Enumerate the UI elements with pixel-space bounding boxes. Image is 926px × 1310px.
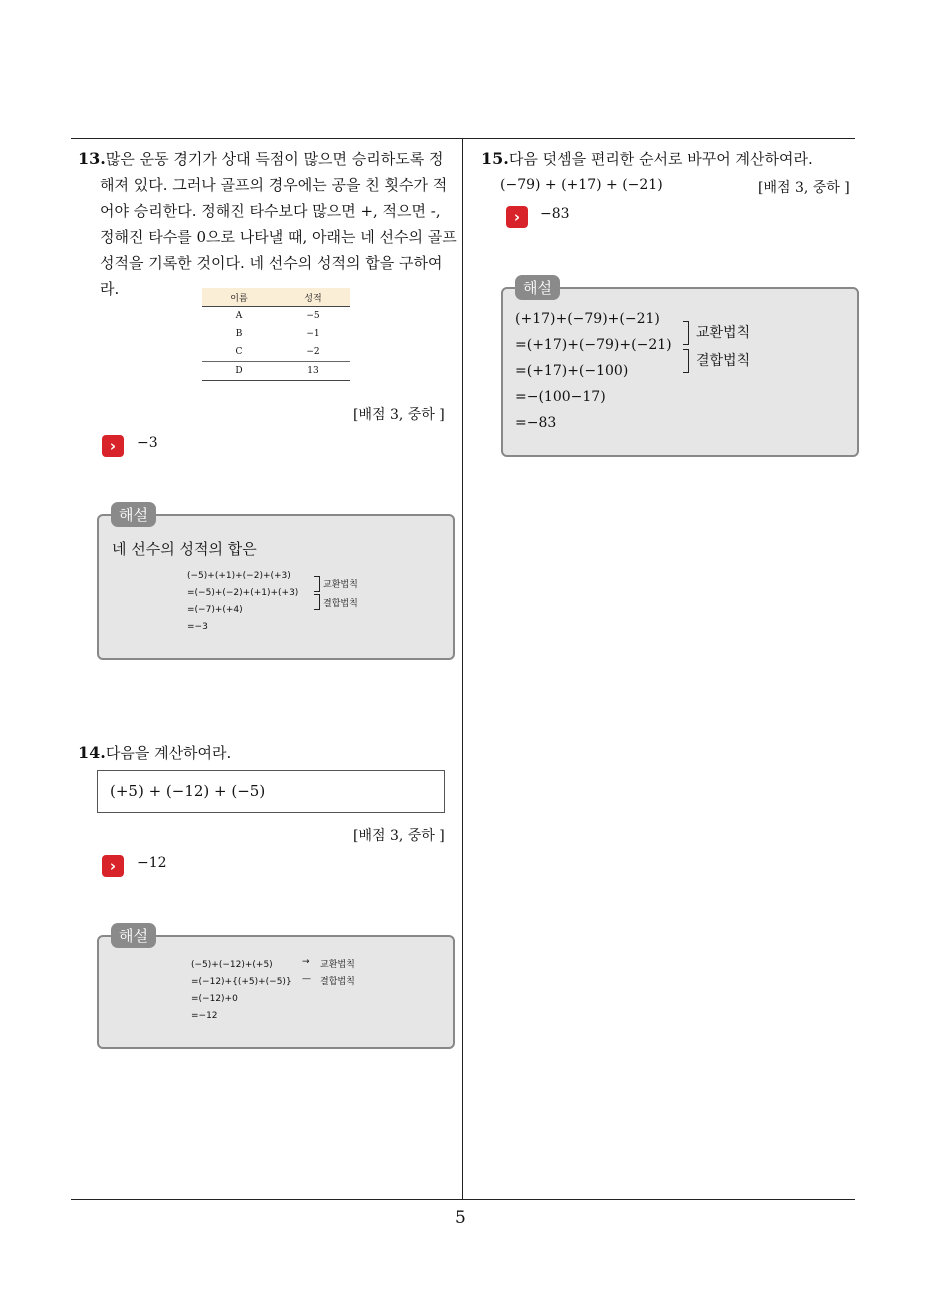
- step-line: =(+17)+(−100): [515, 363, 629, 379]
- table-cell: D: [202, 362, 276, 381]
- step-line: (−5)+(+1)+(−2)+(+3): [187, 571, 291, 581]
- law-label: 결합법칙: [323, 599, 358, 609]
- explanation-intro: 네 선수의 성적의 합은: [112, 540, 257, 558]
- table-cell: −2: [276, 343, 350, 362]
- table-cell: −5: [306, 311, 320, 321]
- law-label: 교환법칙: [323, 580, 358, 590]
- chevron-right-icon: ›: [506, 206, 528, 228]
- table-cell: C: [202, 343, 276, 362]
- question-15-text: 다음 덧셈을 편리한 순서로 바꾸어 계산하여라.: [508, 150, 813, 168]
- question-13-explanation: [97, 514, 455, 660]
- table-cell: 13: [276, 362, 350, 381]
- page-number: 5: [455, 1208, 466, 1228]
- question-13-line: 정해진 타수를 0으로 나타낼 때, 아래는 네 선수의 골프: [100, 228, 457, 246]
- question-14-answer: −12: [137, 855, 167, 871]
- table-cell: A: [235, 311, 243, 321]
- law-label: 결합법칙: [320, 977, 355, 987]
- question-13-line: 많은 운동 경기가 상대 득점이 많으면 승리하도록 정: [105, 150, 444, 168]
- question-13-score: [배점 3, 중하 ]: [353, 407, 445, 423]
- question-13-line: 해져 있다. 그러나 골프의 경우에는 공을 친 횟수가 적: [100, 176, 448, 194]
- step-line: =(−12)+0: [191, 994, 238, 1004]
- explanation-tab: 해설: [515, 275, 560, 300]
- arrow-icon: →: [302, 957, 310, 967]
- step-line: =−3: [187, 622, 208, 632]
- dash-icon: —: [302, 974, 311, 984]
- question-15-expression: (−79) + (+17) + (−21): [500, 177, 663, 193]
- table-header-score: 성적: [276, 288, 350, 307]
- question-14-explanation: [97, 935, 455, 1049]
- step-line: =−83: [515, 415, 557, 431]
- law-bracket: [683, 349, 689, 373]
- step-line: =(−5)+(−2)+(+1)+(+3): [187, 588, 299, 598]
- table-header-name: 이름: [202, 288, 276, 307]
- question-14-expression: (+5) + (−12) + (−5): [110, 782, 266, 800]
- question-14: [78, 740, 231, 766]
- question-14-number: 14.: [78, 743, 106, 762]
- question-15-score: [배점 3, 중하 ]: [758, 180, 850, 196]
- step-line: (−5)+(−12)+(+5): [191, 960, 273, 970]
- law-bracket: [314, 594, 320, 610]
- law-bracket: [314, 576, 320, 592]
- question-13-answer: −3: [137, 435, 158, 451]
- explanation-tab: 해설: [111, 923, 156, 948]
- explanation-steps: [187, 568, 298, 636]
- step-line: =−12: [191, 1011, 218, 1021]
- question-15-number: 15.: [481, 149, 509, 168]
- step-line: =−(100−17): [515, 389, 606, 405]
- law-bracket: [683, 321, 689, 345]
- table-cell: −1: [306, 329, 320, 339]
- question-14-expression-box: [97, 770, 445, 813]
- law-label: 결합법칙: [696, 353, 751, 369]
- explanation-steps: [515, 306, 672, 436]
- explanation-steps: [191, 957, 292, 1025]
- question-15-explanation: [501, 287, 859, 457]
- step-line: (+17)+(−79)+(−21): [515, 311, 660, 327]
- step-line: =(−12)+{(+5)+(−5)}: [191, 977, 292, 987]
- question-14-text: 다음을 계산하여라.: [105, 744, 232, 762]
- top-rule: [71, 138, 855, 139]
- question-13-line: 성적을 기록한 것이다. 네 선수의 성적의 합을 구하여라.: [100, 254, 443, 298]
- question-15-answer: −83: [540, 206, 570, 222]
- bottom-rule: [71, 1199, 855, 1200]
- question-13-number: 13.: [78, 149, 106, 168]
- law-label: 교환법칙: [320, 960, 355, 970]
- question-13: [78, 146, 458, 302]
- chevron-right-icon: ›: [102, 855, 124, 877]
- column-divider: [462, 138, 463, 1200]
- question-14-score: [배점 3, 중하 ]: [353, 828, 445, 844]
- question-15: [481, 146, 813, 172]
- question-13-line: 어야 승리한다. 정해진 타수보다 많으면 +, 적으면 -,: [100, 202, 441, 220]
- explanation-tab: 해설: [111, 502, 156, 527]
- chevron-right-icon: ›: [102, 435, 124, 457]
- law-label: 교환법칙: [696, 325, 751, 341]
- table-cell: B: [235, 329, 243, 339]
- step-line: =(+17)+(−79)+(−21): [515, 337, 672, 353]
- golf-score-table: [202, 288, 350, 381]
- step-line: =(−7)+(+4): [187, 605, 243, 615]
